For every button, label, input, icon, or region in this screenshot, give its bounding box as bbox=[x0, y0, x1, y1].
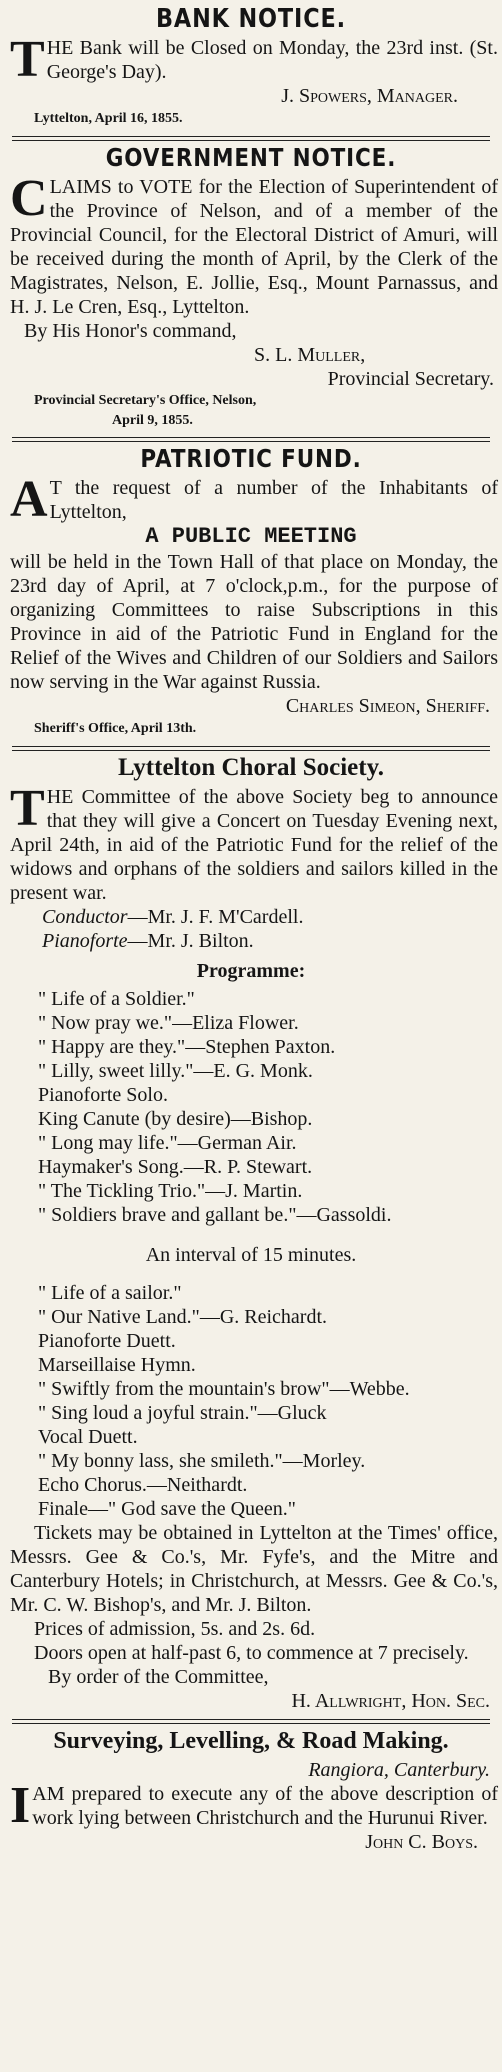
programme-item: " Our Native Land."—G. Reichardt. bbox=[38, 1306, 328, 1328]
programme-part-one bbox=[4, 987, 498, 1227]
programme-item: " Swiftly from the mountain's brow"—Webbe. bbox=[38, 1378, 410, 1400]
surveying-place: Rangiora, Canterbury. bbox=[308, 1759, 490, 1781]
bank-notice bbox=[4, 0, 498, 130]
public-meeting-line: A PUBLIC MEETING bbox=[145, 524, 357, 549]
surveying-text: AM prepared to execute any of the above description of work lying between Christchurch and the Hurunui River. bbox=[32, 1783, 498, 1829]
government-notice bbox=[4, 141, 498, 431]
programme-item: " The Tickling Trio."—J. Martin. bbox=[38, 1180, 303, 1202]
pianoforte-line bbox=[4, 929, 498, 953]
programme-item: " Soldiers brave and gallant be."—Gassoldi. bbox=[38, 1204, 392, 1226]
bank-notice-heading: BANK NOTICE. bbox=[156, 4, 346, 34]
surveying-body bbox=[4, 1777, 498, 1834]
programme-item: Echo Chorus.—Neithardt. bbox=[38, 1474, 248, 1496]
doors-text: Doors open at half-past 6, to commence at 7 precisely. bbox=[34, 1642, 469, 1664]
programme-item: " My bonny lass, she smileth."—Morley. bbox=[38, 1450, 366, 1472]
surveying-signer: John C. Boys. bbox=[365, 1831, 478, 1853]
government-command: By His Honor's command, bbox=[24, 320, 237, 342]
government-notice-body bbox=[4, 170, 498, 319]
bank-dateline: Lyttelton, April 16, 1855. bbox=[34, 111, 183, 126]
programme-item: " Happy are they."—Stephen Paxton. bbox=[38, 1036, 336, 1058]
government-date: April 9, 1855. bbox=[112, 413, 193, 428]
tickets-text: Tickets may be obtained in Lyttelton at the Times' office, Messrs. Gee & Co.'s, Mr. Fyfe's, and the Mitre and Canterbury Hotels; in Christchurch, at Messrs. Gee & Co.'s, Mr. C. W. Bishop's, and Mr. J. Bilton. bbox=[10, 1522, 498, 1616]
interval-line: An interval of 15 minutes. bbox=[145, 1244, 357, 1266]
programme-item: " Sing loud a joyful strain."—Gluck bbox=[38, 1402, 327, 1424]
patriotic-fund-body-start bbox=[4, 471, 498, 528]
drop-cap: T bbox=[10, 780, 45, 837]
programme-item: Pianoforte Solo. bbox=[38, 1084, 168, 1106]
bank-notice-text: HE Bank will be Closed on Monday, the 23rd inst. (St. George's Day). bbox=[46, 37, 498, 83]
pianoforte-name: —Mr. J. Bilton. bbox=[127, 930, 254, 952]
conductor-name: —Mr. J. F. M'Cardell. bbox=[127, 906, 304, 928]
government-notice-heading: GOVERNMENT NOTICE. bbox=[105, 143, 397, 172]
choral-society-body bbox=[4, 780, 498, 905]
conductor-line bbox=[4, 905, 498, 929]
government-signer: S. L. Muller, bbox=[254, 344, 366, 366]
order-line: By order of the Committee, bbox=[48, 1666, 269, 1688]
choral-society-heading: Lyttelton Choral Society. bbox=[118, 754, 384, 781]
secretary-line: H. Allwright, Hon. Sec. bbox=[291, 1690, 490, 1712]
programme-item: " Lilly, sweet lilly."—E. G. Monk. bbox=[38, 1060, 313, 1082]
prices-text: Prices of admission, 5s. and 2s. 6d. bbox=[34, 1618, 316, 1640]
drop-cap: A bbox=[10, 471, 48, 528]
programme-item: Pianoforte Duett. bbox=[38, 1330, 176, 1352]
programme-part-two bbox=[4, 1281, 498, 1521]
surveying-heading: Surveying, Levelling, & Road Making. bbox=[53, 1728, 449, 1754]
government-notice-text: LAIMS to VOTE for the Election of Superintendent of the Province of Nelson, and of a member of the Provincial Council, for the Electoral District of Amuri, will be received during the month of April, by the Clerk of the Magistrates, Nelson, E. Jollie, Esq., Mount Parnassus, and H. J. Le Cren, Esq., Lyttelton. bbox=[10, 176, 498, 318]
programme-label: Programme: bbox=[196, 960, 306, 982]
conductor-label: Conductor bbox=[42, 906, 128, 928]
programme-item: Vocal Duett. bbox=[38, 1426, 138, 1448]
patriotic-fund-office: Sheriff's Office, April 13th. bbox=[34, 721, 197, 736]
drop-cap: I bbox=[10, 1777, 31, 1834]
programme-item: " Now pray we."—Eliza Flower. bbox=[38, 1012, 299, 1034]
drop-cap: T bbox=[10, 31, 45, 88]
government-signer-title: Provincial Secretary. bbox=[327, 368, 494, 390]
patriotic-fund-notice bbox=[4, 442, 498, 740]
choral-society-notice bbox=[4, 751, 498, 1713]
bank-signature: J. Spowers, Manager. bbox=[281, 85, 458, 107]
government-office: Provincial Secretary's Office, Nelson, bbox=[34, 393, 257, 408]
pianoforte-label: Pianoforte bbox=[42, 930, 128, 952]
programme-item: " Long may life."—German Air. bbox=[38, 1132, 297, 1154]
bank-notice-body bbox=[4, 31, 498, 88]
drop-cap: C bbox=[10, 170, 48, 227]
programme-item: " Life of a sailor." bbox=[38, 1282, 182, 1304]
patriotic-fund-heading: PATRIOTIC FUND. bbox=[140, 444, 362, 473]
choral-society-text: HE Committee of the above Society beg to announce that they will give a Concert on Tuesday Evening next, April 24th, in aid of the Patriotic Fund for the relief of the widows and orphans of the soldiers and sailors killed in the present war. bbox=[10, 786, 498, 904]
programme-item: Marseillaise Hymn. bbox=[38, 1354, 196, 1376]
patriotic-fund-text-rest: will be held in the Town Hall of that place on Monday, the 23rd day of April, at 7 o'clock,p.m., for the purpose of organizing Committees to raise Subscriptions in this Province in aid of the Patriotic Fund in England for the Relief of the Wives and Children of our Soldiers and Sailors now serving in the War against Russia. bbox=[10, 551, 498, 693]
programme-item: King Canute (by desire)—Bishop. bbox=[38, 1108, 313, 1130]
programme-item: Haymaker's Song.—R. P. Stewart. bbox=[38, 1156, 313, 1178]
programme-item: Finale—" God save the Queen." bbox=[38, 1498, 296, 1520]
patriotic-fund-signer: Charles Simeon, Sheriff. bbox=[285, 695, 490, 717]
surveying-notice bbox=[4, 1724, 498, 1854]
programme-item: " Life of a Soldier." bbox=[38, 988, 195, 1010]
patriotic-fund-text-start: T the request of a number of the Inhabitants of Lyttelton, bbox=[49, 477, 498, 523]
